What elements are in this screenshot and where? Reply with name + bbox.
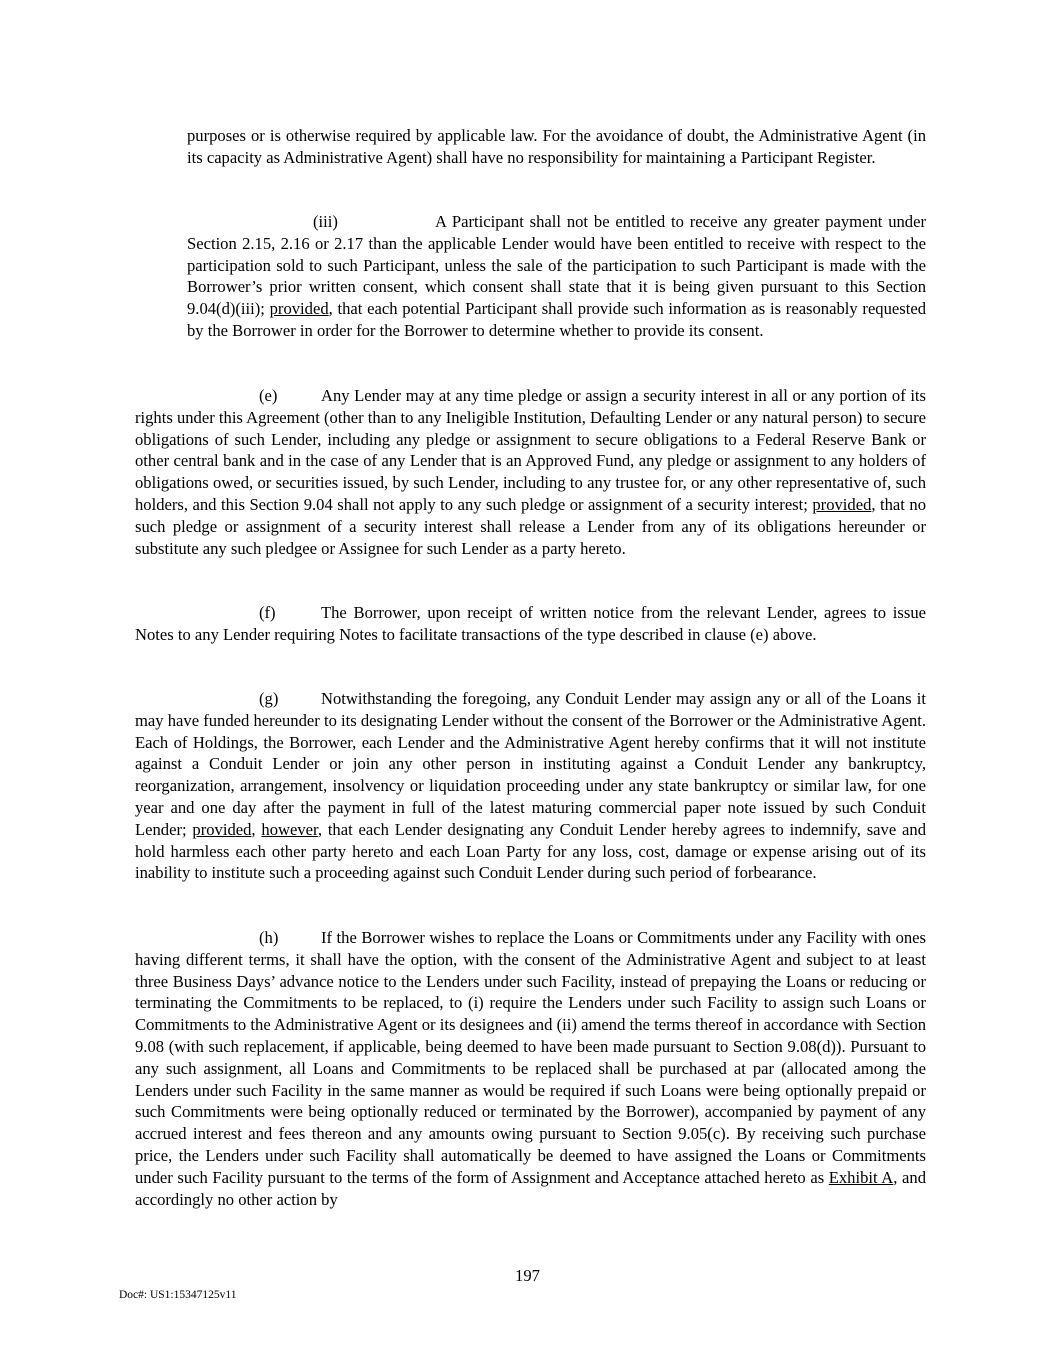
provided-term: provided: [269, 299, 329, 319]
clause-label-e: (e): [259, 386, 278, 405]
paragraph-text: The Borrower, upon receipt of written notice from the relevant Lender, agrees to issue Notes to any Lender requiring Notes to facilitate transactions of the type described in clause (e) above.: [135, 603, 926, 644]
paragraph-text: A Participant shall not be entitled to receive any greater payment under Section 2.15, 2.16 or 2.17 than the applicable Lender would have been entitled to receive with respect to the participation sold to such Participant, unless the sale of the participation to such Participant is made with the Borrower’s prior written consent, which consent shall state that it is being given pursuant to this Section 9.04(d)(iii);: [187, 212, 926, 319]
paragraph-text-end: , that each Lender designating any Conduit Lender hereby agrees to indemnify, save and hold harmless each other party hereto and each Loan Party for any loss, cost, damage or expense arising out of its inability to institute such a proceeding against such Conduit Lender during such period of forbearance.: [135, 819, 926, 883]
however-term: however: [261, 819, 318, 839]
paragraph-d-ii-continuation: [187, 125, 926, 169]
clause-label-h: (h): [259, 928, 279, 947]
paragraph-text: If the Borrower wishes to replace the Loans or Commitments under any Facility with ones having different terms, it shall have the option, with the consent of the Administrative Agent and subject to at least three Business Days’ advance notice to the Lenders under such Facility, instead of prepaying the Loans or reducing or terminating the Commitments to be replaced, to (i) require the Lenders under such Facility to assign such Loans or Commitments to the Administrative Agent or its designees and (ii) amend the terms thereof in accordance with Section 9.08 (with such replacement, if applicable, being deemed to have been made pursuant to Section 9.08(d)). Pursuant to any such assignment, all Loans and Commitments to be replaced shall be purchased at par (allocated among the Lenders under such Facility in the same manner as would be required if such Loans were being optionally prepaid or such Commitments were being optionally reduced or terminated by the Borrower), accompanied by payment of any accrued interest and fees thereon and any amounts owing pursuant to Section 9.05(c). By receiving such purchase price, the Lenders under such Facility shall automatically be deemed to have assigned the Loans or Commitments under such Facility pursuant to the terms of the form of Assignment and Acceptance attached hereto as: [135, 928, 926, 1187]
provided-term: provided: [192, 819, 252, 839]
comma-separator: ,: [251, 819, 262, 839]
provided-term: provided: [812, 494, 872, 514]
paragraph-text: purposes or is otherwise required by applicable law. For the avoidance of doubt, the Administrative Agent (in its capacity as Administrative Agent) shall have no responsibility for maintaining a Participant Register.: [187, 126, 926, 167]
clause-label-f: (f): [259, 603, 276, 622]
paragraph-h: [135, 927, 926, 1210]
exhibit-a-reference: Exhibit A: [828, 1167, 894, 1187]
page-number: 197: [515, 1266, 540, 1285]
paragraph-f: [135, 602, 926, 646]
clause-label-g: (g): [259, 689, 279, 708]
paragraph-text-end: , that each potential Participant shall provide such information as is reasonably requested by the Borrower in order for the Borrower to determine whether to provide its consent.: [187, 299, 926, 340]
document-id: Doc#: US1:15347125v11: [119, 1289, 237, 1301]
paragraph-text: Any Lender may at any time pledge or assign a security interest in all or any portion of its rights under this Agreement (other than to any Ineligible Institution, Defaulting Lender or any natural person) to secure obligations of such Lender, including any pledge or assignment to secure obligations to a Federal Reserve Bank or other central bank and in the case of any Lender that is an Approved Fund, any pledge or assignment to any holders of obligations owed, or securities issued, by such Lender, including to any trustee for, or any other representative of, such holders, and this Section 9.04 shall not apply to any such pledge or assignment of a security interest;: [135, 386, 926, 514]
paragraph-g: [135, 688, 926, 884]
paragraph-e: [135, 385, 926, 559]
paragraph-d-iii: [187, 211, 926, 342]
clause-label-iii: (iii): [313, 212, 338, 231]
paragraph-text-end: , that no such pledge or assignment of a security interest shall release a Lender from any of its obligations hereunder or substitute any such pledgee or Assignee for such Lender as a party hereto.: [135, 494, 927, 558]
paragraph-text-end: , and accordingly no other action by: [135, 1167, 926, 1209]
paragraph-text: Notwithstanding the foregoing, any Conduit Lender may assign any or all of the Loans it may have funded hereunder to its designating Lender without the consent of the Borrower or the Administrative Agent. Each of Holdings, the Borrower, each Lender and the Administrative Agent hereby confirms that it will not institute against a Conduit Lender or join any other person in instituting against a Conduit Lender any bankruptcy, reorganization, arrangement, insolvency or liquidation proceeding under any state bankruptcy or similar law, for one year and one day after the payment in full of the latest maturing commercial paper note issued by such Conduit Lender;: [135, 689, 926, 839]
